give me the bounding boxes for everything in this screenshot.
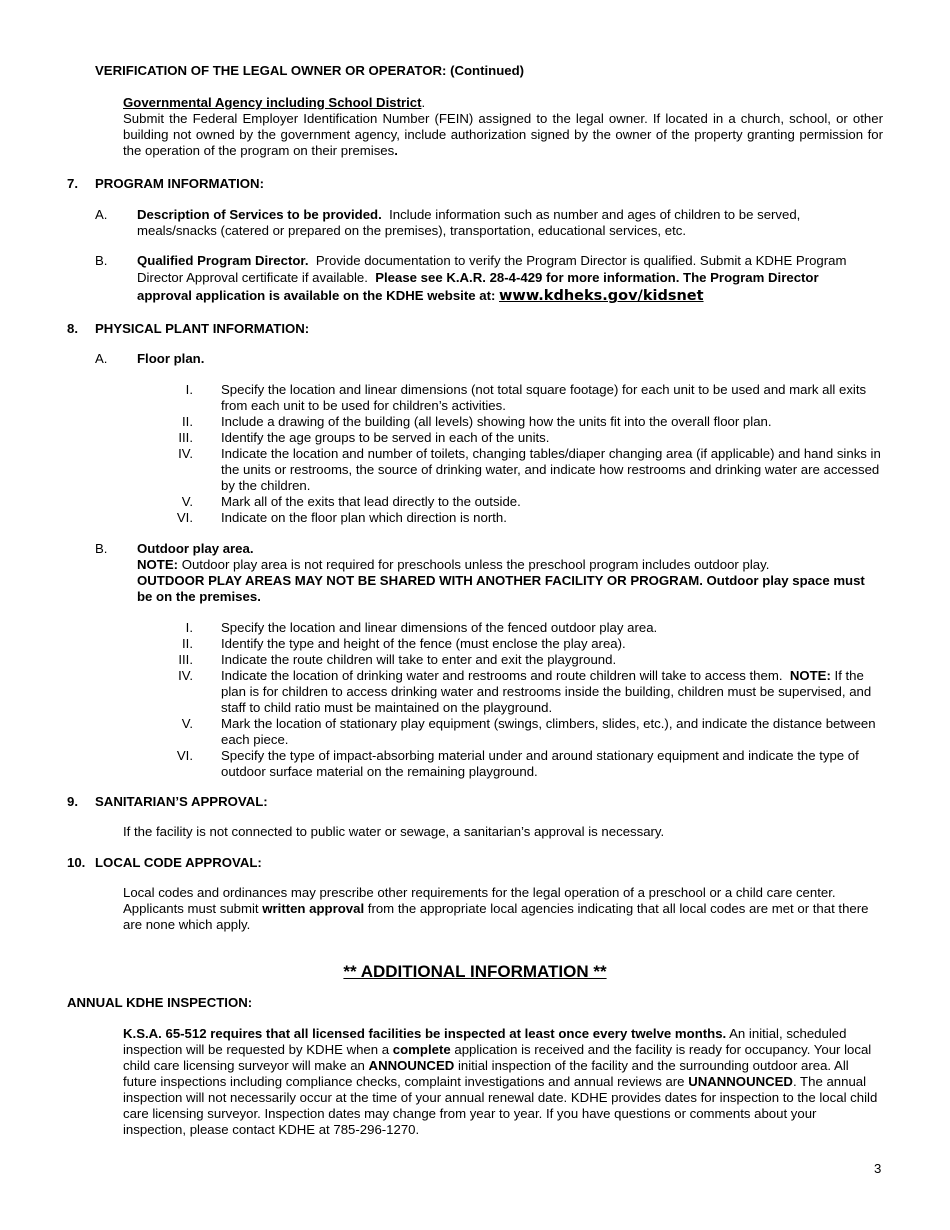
annual-inspection-heading: ANNUAL KDHE INSPECTION: [67,995,253,1010]
section-header: VERIFICATION OF THE LEGAL OWNER OR OPERATOR: (Continued) [95,63,525,78]
gov-agency-title: Governmental Agency including School District [123,95,422,110]
s8-b-letter: B. [95,541,108,556]
list-item-number: II. [182,636,193,651]
inspection-text-2: application is received and the facility is ready for occupancy. Your local child care licensing surveyor will make an [123,1042,872,1073]
list-item-text: Indicate the location of drinking water and restrooms and route children will take to access them. [221,668,783,683]
list-item [165,414,883,430]
s10-text-1: Local codes and ordinances may prescribe other requirements for the legal operation of a preschool or a child care center. Applicants must submit [123,885,836,916]
list-item-number: II. [182,414,193,429]
list-item-text: Include a drawing of the building (all levels) showing how the units fit into the overall floor plan. [221,414,772,429]
inspection-text-1: An initial, scheduled inspection will be requested by KDHE when a [123,1026,847,1057]
list-item [165,620,883,636]
section-10-title: LOCAL CODE APPROVAL: [95,855,262,870]
list-item [165,382,883,414]
list-item-text: Specify the location and linear dimensions of the fenced outdoor play area. [221,620,658,635]
s8-a-title: Floor plan. [137,351,205,366]
gov-agency-title-punct: . [421,95,426,110]
section-9-number: 9. [67,794,78,809]
list-item-text: Mark the location of stationary play equipment (swings, climbers, slides, etc.), and indicate the distance between each piece. [221,716,876,747]
inspection-bold-3: ANNOUNCED [368,1058,455,1073]
section-7-number: 7. [67,176,78,191]
list-item [165,716,883,748]
annual-inspection-paragraph [123,1026,883,1138]
list-item [165,636,883,652]
inspection-text-3: initial inspection of the facility and the surrounding outdoor area. All future inspections including compliance checks, complaint investigations and annual reviews are [123,1058,849,1089]
floor-plan-list [165,382,883,526]
list-item-text: Specify the location and linear dimensions (not total square footage) for each unit to be used and mark all exits from each unit to be used for children’s activities. [221,382,867,413]
list-item [165,668,883,716]
list-item-text: Identify the type and height of the fence (must enclose the play area). [221,636,626,651]
s7-a-title: Description of Services to be provided. [137,207,382,222]
section-10-number: 10. [67,855,86,870]
list-item-number: V. [181,494,193,509]
inspection-text-4: . The annual inspection will not necessarily occur at the time of your annual renewal date. KDHE provides dates for inspection to the local child care licensing surveyor. Inspection dates may change from year to year. If you have questions or comments about your inspection, please contact KDHE at 785-296-1270. [123,1074,878,1137]
section-8-number: 8. [67,321,78,336]
section-9-title: SANITARIAN’S APPROVAL: [95,794,268,809]
list-item-number: IV. [178,446,193,461]
s8-b-note-text: Outdoor play area is not required for preschools unless the preschool program includes outdoor play. [181,557,770,572]
s8-b-block [137,541,883,605]
kdhe-website-link[interactable]: www.kdheks.gov/kidsnet [499,288,704,304]
list-item-text: Indicate the location and number of toilets, changing tables/diaper changing area (if applicable) and hand sinks in the units or restrooms, the source of drinking water, and indicate how restrooms and drinking water are accessed by the children. [221,446,881,493]
list-item-number: I. [185,620,193,635]
s9-text: If the facility is not connected to public water or sewage, a sanitarian’s approval is necessary. [123,824,665,839]
list-item [165,748,883,780]
list-item-text: Indicate on the floor plan which direction is north. [221,510,507,525]
list-item [165,652,883,668]
gov-agency-block [123,95,883,159]
s7-b-text: Provide documentation to verify the Program Director is qualified. Submit a KDHE Program Director Approval certificate if available. [137,253,847,285]
list-item-number: VI. [176,748,193,763]
list-item-text: Mark all of the exits that lead directly to the outside. [221,494,521,509]
s10-bold: written approval [262,901,365,916]
list-item-number: III. [178,652,193,667]
list-item-text: Indicate the route children will take to enter and exit the playground. [221,652,617,667]
s7-a-text: Include information such as number and ages of children to be served, meals/snacks (catered or prepared on the premises), transportation, educational services, etc. [137,207,801,238]
s8-b-note-label: NOTE: [137,557,179,572]
s8-a-letter: A. [95,351,108,366]
list-item-note-label: NOTE: [789,668,831,683]
list-item-text: Identify the age groups to be served in each of the units. [221,430,550,445]
outdoor-play-list [165,620,883,780]
gov-agency-end-punct: . [394,143,398,158]
list-item-number: III. [178,430,193,445]
list-item-number: V. [181,716,193,731]
inspection-bold-4: UNANNOUNCED [688,1074,793,1089]
s7-b-title: Qualified Program Director. [137,253,309,268]
s8-b-title: Outdoor play area. [137,541,254,556]
additional-info-heading: ** ADDITIONAL INFORMATION ** [343,962,607,981]
section-7-title: PROGRAM INFORMATION: [95,176,264,191]
s7-b-bold-note: Please see K.A.R. 28-4-429 for more information. The Program Director approval application is available on the KDHE website at: [137,270,819,303]
s8-b-bold-warning: OUTDOOR PLAY AREAS MAY NOT BE SHARED WITH ANOTHER FACILITY OR PROGRAM. Outdoor play space must be on the premises. [137,573,865,604]
list-item-number: IV. [178,668,193,683]
list-item-number: I. [185,382,193,397]
list-item-note-text: If the plan is for children to access drinking water and restrooms inside the building, children must be supervised, and staff to child ratio must be maintained on the playground. [221,668,872,715]
list-item [165,510,883,526]
section-8-title: PHYSICAL PLANT INFORMATION: [95,321,310,336]
s7-a-paragraph [137,207,852,239]
s7-b-letter: B. [95,253,108,268]
s10-paragraph [123,885,883,933]
list-item [165,494,883,510]
list-item [165,446,883,494]
inspection-bold-1: K.S.A. 65-512 requires that all licensed facilities be inspected at least once every twelve months. [123,1026,727,1041]
inspection-bold-2: complete [392,1042,451,1057]
list-item [165,430,883,446]
s7-a-letter: A. [95,207,108,222]
s7-b-paragraph [137,253,872,305]
gov-agency-text: Submit the Federal Employer Identification Number (FEIN) assigned to the legal owner. If located in a church, school, or other building not owned by the government agency, include authorization signed by the owner of the property granting permission for the operation of the program on their premises [123,111,883,158]
s10-text-2: from the appropriate local agencies indicating that all local codes are met or that there are none which apply. [123,901,869,932]
page-number: 3 [874,1161,882,1176]
list-item-number: VI. [176,510,193,525]
list-item-text: Specify the type of impact-absorbing material under and around stationary equipment and indicate the type of outdoor surface material on the remaining playground. [221,748,859,779]
